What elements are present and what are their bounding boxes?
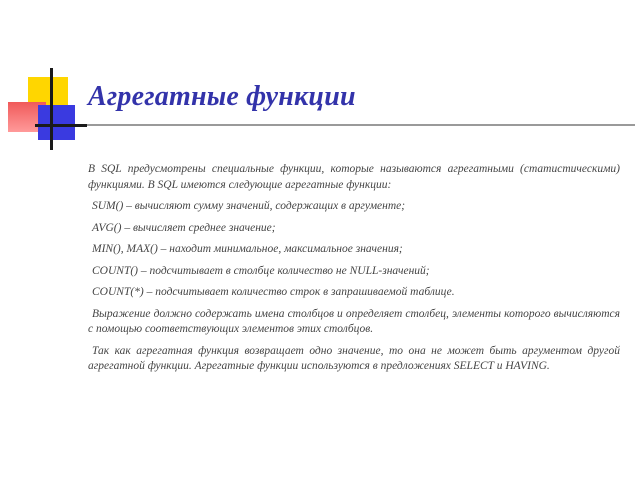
expression-paragraph: Выражение должно содержать имена столбцов и определяет столбец, элементы которого вычисляются с помощью соответствующих элементов этих столбцов. — [88, 307, 620, 335]
decorative-logo — [0, 0, 640, 150]
aggregate-usage-paragraph: Так как агрегатная функция возвращает одно значение, то она не может быть аргументом другой агрегатной функции. Агрегатные функции используются в предложениях SELECT и HAVING. — [88, 344, 620, 372]
slide-title: Агрегатные функции — [88, 81, 356, 112]
vertical-rule — [50, 68, 53, 150]
list-item-min-max: MIN(), MAX() – находит минимальное, максимальное значения; — [92, 243, 403, 255]
list-item-sum: SUM() – вычисляют сумму значений, содержащих в аргументе; — [92, 200, 406, 212]
list-item-count-star: COUNT(*) – подсчитывает количество строк в запрашиваемой таблице. — [92, 286, 455, 298]
blue-square-decoration — [38, 105, 75, 140]
list-item-avg: AVG() – вычисляет среднее значение; — [92, 221, 276, 234]
slide-body — [88, 162, 620, 381]
list-item-count: COUNT() – подсчитывает в столбце количество не NULL-значений; — [92, 264, 430, 277]
intro-paragraph: В SQL предусмотрены специальные функции, которые называются агрегатными (статистическими) функциями. В SQL имеются следующие агрегатные функции: — [88, 163, 620, 191]
title-underline — [87, 124, 635, 126]
horizontal-rule-dark — [35, 124, 87, 127]
